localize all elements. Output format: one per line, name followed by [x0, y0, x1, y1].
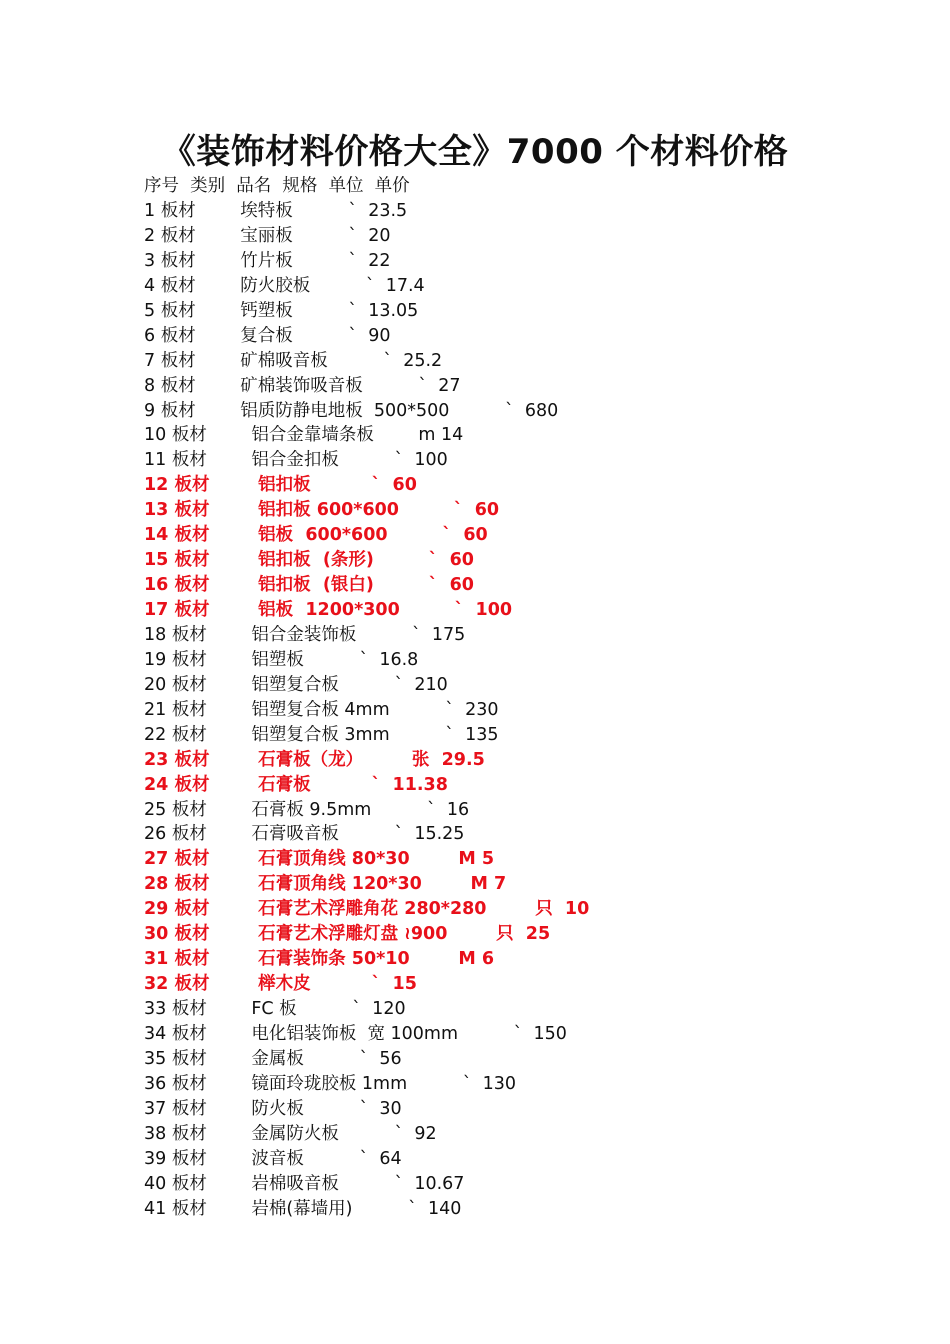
list-item: 24 板材 石膏板 ` 11.38: [144, 774, 448, 795]
list-item: 26 板材 石膏吸音板 ` 15.25: [144, 824, 465, 845]
list-item: 34 板材 电化铝装饰板 宽 100mm ` 150: [144, 1023, 567, 1044]
list-item: 21 板材 铝塑复合板 4mm ` 230: [144, 699, 499, 720]
list-item: 29 板材 石膏艺术浮雕角花 280*280 只 10: [144, 899, 590, 920]
list-item: 25 板材 石膏板 9.5mm ` 16: [144, 799, 470, 820]
list-item: 14 板材 铝板 600*600 ` 60: [144, 525, 488, 546]
list-item: 28 板材 石膏顶角线 120*30 M 7: [144, 874, 507, 895]
list-item: 3 板材 竹片板 ` 22: [144, 250, 391, 271]
list-item: 11 板材 铝合金扣板 ` 100: [144, 450, 448, 471]
list-item: 10 板材 铝合金靠墙条板 m 14: [144, 425, 464, 446]
list-item: 20 板材 铝塑复合板 ` 210: [144, 674, 448, 695]
list-item: 12 板材 铝扣板 ` 60: [144, 475, 417, 496]
list-item: 13 板材 铝扣板 600*600 ` 60: [144, 500, 500, 521]
list-item: 15 板材 铝扣板 (条形) ` 60: [144, 550, 474, 571]
list-item: 40 板材 岩棉吸音板 ` 10.67: [144, 1173, 465, 1194]
table-header: 序号 类别 品名 规格 单位 单价: [144, 176, 410, 196]
list-item: 18 板材 铝合金装饰板 ` 175: [144, 624, 466, 645]
list-item: 7 板材 矿棉吸音板 ` 25.2: [144, 350, 443, 371]
list-item: 5 板材 钙塑板 ` 13.05: [144, 300, 419, 321]
list-item: 31 板材 石膏装饰条 50*10 M 6: [144, 949, 495, 970]
list-item: 9 板材 铝质防静电地板 500*500 ` 680: [144, 400, 559, 421]
list-item: 16 板材 铝扣板 (银白) ` 60: [144, 575, 474, 596]
list-item: 37 板材 防火板 ` 30: [144, 1098, 402, 1119]
list-item: 36 板材 镜面玲珑胶板 1mm ` 130: [144, 1073, 517, 1094]
list-item: 4 板材 防火胶板 ` 17.4: [144, 275, 425, 296]
list-item: 23 板材 石膏板（龙） 张 29.5: [144, 749, 485, 770]
list-item: 38 板材 金属防火板 ` 92: [144, 1123, 437, 1144]
list-item: 35 板材 金属板 ` 56: [144, 1048, 402, 1069]
list-item: 17 板材 铝板 1200*300 ` 100: [144, 600, 513, 620]
price-list: [144, 199, 904, 1221]
list-item: 33 板材 FC 板 ` 120: [144, 999, 406, 1019]
list-item: 39 板材 波音板 ` 64: [144, 1148, 402, 1169]
list-item: 2 板材 宝丽板 ` 20: [144, 225, 391, 246]
list-item: 6 板材 复合板 ` 90: [144, 325, 391, 346]
list-item: 1 板材 埃特板 ` 23.5: [144, 201, 408, 221]
list-item: 41 板材 岩棉(幕墙用) ` 140: [144, 1198, 462, 1219]
list-item: 32 板材 榉木皮 ` 15: [144, 974, 417, 995]
document-title: 《装饰材料价格大全》7000 个材料价格: [161, 132, 789, 172]
list-item: 19 板材 铝塑板 ` 16.8: [144, 649, 419, 670]
list-item: 27 板材 石膏顶角线 80*30 M 5: [144, 849, 495, 870]
list-item: 8 板材 矿棉装饰吸音板 ` 27: [144, 375, 461, 396]
list-item: 30 板材 石膏艺术浮雕灯盘 ≀900 只 25: [144, 924, 551, 945]
list-item: 22 板材 铝塑复合板 3mm ` 135: [144, 724, 499, 745]
